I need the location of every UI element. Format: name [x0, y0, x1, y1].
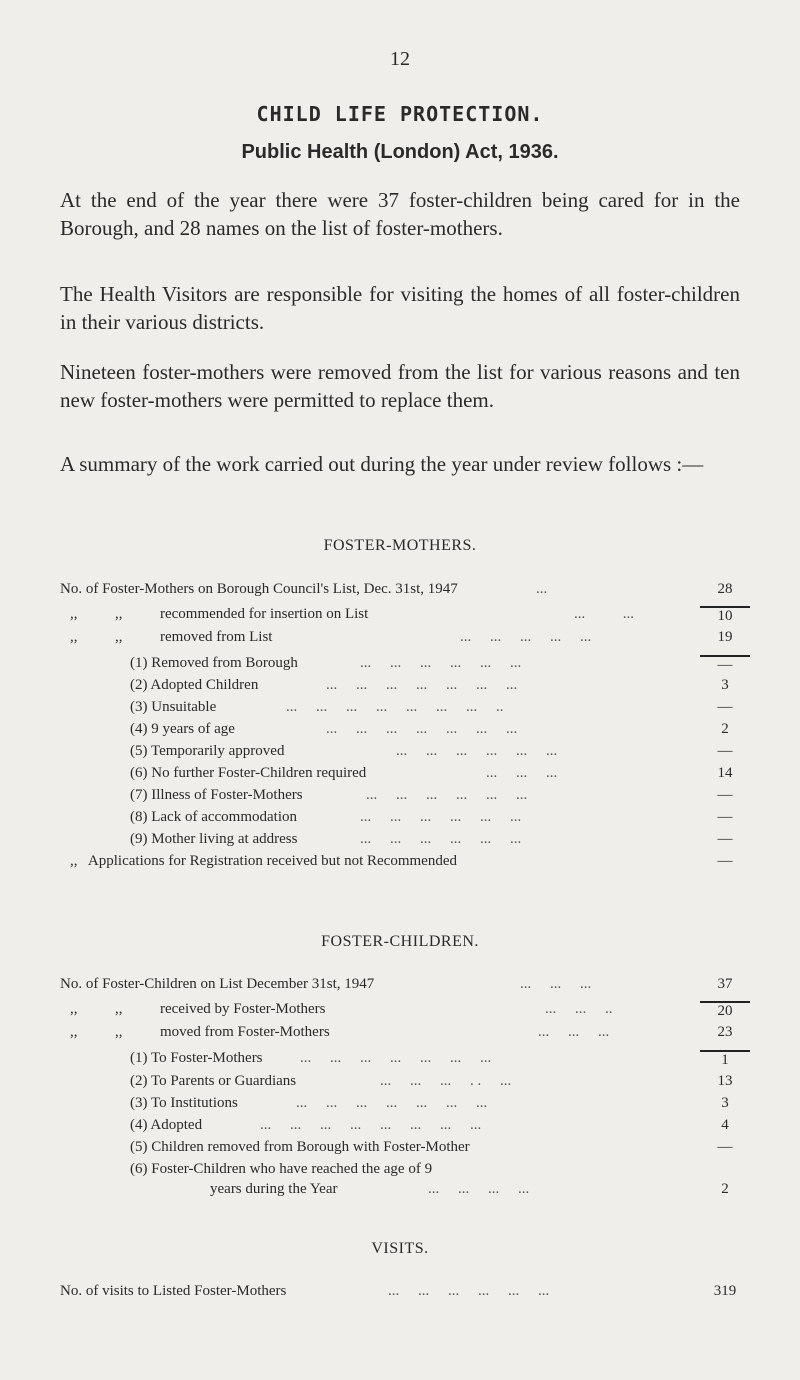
row-value: 2	[721, 1181, 729, 1197]
row-leader-dots: ... ... ...	[486, 765, 558, 781]
row-value: —	[717, 1139, 733, 1155]
summary-paragraph: A summary of the work carried out during the year under review follows :—	[60, 452, 704, 476]
row-label: (3) To Institutions	[130, 1095, 238, 1111]
row-value: 28	[717, 581, 733, 597]
row-value: 19	[717, 629, 733, 645]
row-label: (5) Children removed from Borough with Foster-Mother	[130, 1139, 470, 1155]
page-title: CHILD LIFE PROTECTION.	[256, 102, 544, 126]
row-leader-dots: ... ... ... ... ... ...	[388, 1283, 550, 1299]
row-label: (4) Adopted	[130, 1117, 203, 1133]
row-label: No. of Foster-Mothers on Borough Council's List, Dec. 31st, 1947	[60, 581, 458, 597]
row-label: ,, Applications for Registration received but not Recommended	[70, 853, 457, 869]
table-row	[60, 1095, 750, 1117]
row-leader-dots: ... ... ... ... ... ...	[360, 809, 522, 825]
page-subtitle: Public Health (London) Act, 1936.	[241, 141, 559, 163]
row-value: —	[717, 787, 733, 803]
table-row	[60, 831, 750, 853]
table-row	[60, 787, 750, 809]
row-value: 319	[713, 1283, 737, 1299]
row-label: ,, ,, moved from Foster-Mothers	[70, 1024, 330, 1040]
table-row	[60, 976, 750, 998]
row-label: (2) Adopted Children	[130, 677, 259, 693]
row-label: (9) Mother living at address	[130, 831, 298, 847]
intro-paragraph: At the end of the year there were 37 foster-children being cared for in the Borough, and 28 names on the list of foster-mothers.	[60, 188, 740, 240]
row-value: 2	[721, 721, 729, 737]
row-label: ,, ,, received by Foster-Mothers	[70, 1001, 326, 1017]
row-leader-dots: ... ... ... ... ... ... ...	[296, 1095, 488, 1111]
row-leader-dots: ... ... ... ... ... ... ... ..	[286, 699, 504, 715]
page-number: 12	[390, 48, 410, 70]
table-row	[60, 677, 750, 699]
row-leader-dots: ... ... ... ... ... ...	[366, 787, 528, 803]
table-row	[60, 1050, 750, 1072]
table-row	[60, 581, 750, 603]
row-leader-dots: ... ... ... ...	[428, 1181, 530, 1197]
table-row	[60, 765, 750, 787]
row-leader-dots: ... ... ... ... ... ...	[360, 831, 522, 847]
table-row	[60, 1139, 750, 1161]
row-leader-dots: ... ... ... ... ...	[460, 629, 592, 645]
health-visitors-paragraph: The Health Visitors are responsible for visiting the homes of all foster-children in their various districts.	[60, 282, 740, 334]
table-row	[60, 1024, 750, 1046]
row-value: —	[717, 831, 733, 847]
table-row	[60, 1073, 750, 1095]
table-row	[60, 699, 750, 721]
row-leader-dots: ... ... ... ... ... ... ...	[326, 721, 518, 737]
row-label: ,, ,, recommended for insertion on List	[70, 606, 369, 622]
row-value: 14	[717, 765, 733, 781]
table-row	[60, 606, 750, 628]
table-row	[60, 655, 750, 677]
row-value: 13	[717, 1073, 733, 1089]
row-value: 10	[700, 606, 750, 625]
table-row	[60, 1117, 750, 1139]
row-label: (4) 9 years of age	[130, 721, 235, 737]
row-value: 1	[700, 1050, 750, 1069]
table-row	[60, 1283, 750, 1305]
table-row	[60, 1161, 750, 1183]
row-label: (6) No further Foster-Children required	[130, 765, 367, 781]
row-leader-dots: ... ... ..	[545, 1001, 613, 1017]
removals-paragraph: Nineteen foster-mothers were removed from the list for various reasons and ten new foster-mothers were permitted to replace them.	[60, 360, 740, 412]
table-row	[60, 1181, 750, 1203]
table-row	[60, 809, 750, 831]
row-value: 4	[721, 1117, 729, 1133]
row-value: —	[717, 853, 733, 869]
row-label: (7) Illness of Foster-Mothers	[130, 787, 303, 803]
row-leader-dots: ... ... ... ... ... ... ... ...	[260, 1117, 482, 1133]
row-value: 20	[700, 1001, 750, 1020]
row-value: 3	[721, 677, 729, 693]
row-leader-dots: ... ... ...	[520, 976, 592, 992]
row-leader-dots: ... ... ... . . ...	[380, 1073, 512, 1089]
row-value: —	[717, 809, 733, 825]
foster-children-heading: FOSTER-CHILDREN.	[321, 933, 479, 950]
table-row	[60, 629, 750, 651]
row-leader-dots: ... ... ... ... ... ... ...	[300, 1050, 492, 1066]
row-leader-dots: ...	[536, 581, 548, 597]
table-row	[60, 1001, 750, 1023]
row-label: No. of visits to Listed Foster-Mothers	[60, 1283, 287, 1299]
row-leader-dots: ... ...	[574, 606, 634, 622]
row-label: (1) Removed from Borough	[130, 655, 298, 671]
foster-mothers-heading: FOSTER-MOTHERS.	[323, 537, 477, 554]
row-value: 23	[717, 1024, 733, 1040]
row-leader-dots: ... ... ... ... ... ...	[396, 743, 558, 759]
table-row	[60, 721, 750, 743]
table-row	[60, 743, 750, 765]
row-label: years during the Year	[210, 1181, 338, 1197]
visits-heading: VISITS.	[371, 1240, 429, 1257]
row-value: —	[717, 699, 733, 715]
row-label: (1) To Foster-Mothers	[130, 1050, 263, 1066]
row-value: 37	[717, 976, 733, 992]
row-leader-dots: ... ... ...	[538, 1024, 610, 1040]
row-leader-dots: ... ... ... ... ... ... ...	[326, 677, 518, 693]
row-label: (2) To Parents or Guardians	[130, 1073, 297, 1089]
row-label: (5) Temporarily approved	[130, 743, 285, 759]
row-label: (8) Lack of accommodation	[130, 809, 298, 825]
row-value: —	[700, 655, 750, 674]
row-label: (6) Foster-Children who have reached the age of 9	[130, 1161, 433, 1177]
row-leader-dots: ... ... ... ... ... ...	[360, 655, 522, 671]
row-value: 3	[721, 1095, 729, 1111]
row-label: (3) Unsuitable	[130, 699, 217, 715]
row-value: —	[717, 743, 733, 759]
row-label: No. of Foster-Children on List December 31st, 1947	[60, 976, 375, 992]
row-label: ,, ,, removed from List	[70, 629, 273, 645]
table-row	[60, 853, 750, 875]
